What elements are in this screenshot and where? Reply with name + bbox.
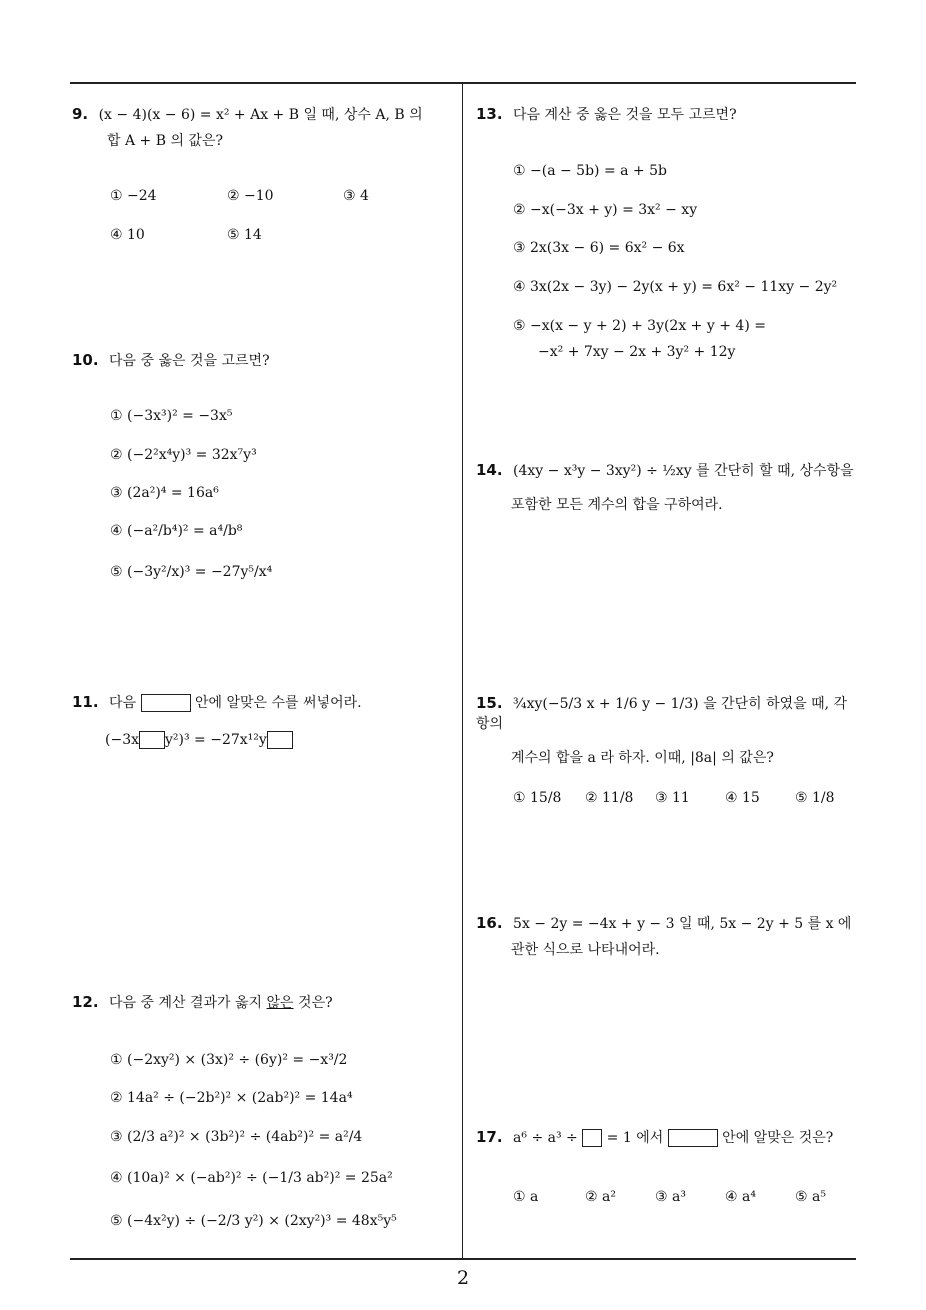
blank-box[interactable] xyxy=(267,731,293,749)
option-5[interactable]: ⑤ (−4x²y) ÷ (−2/3 y²) × (2xy²)³ = 48x⁵y⁵ xyxy=(110,1213,397,1229)
question-number: 16. xyxy=(476,914,503,932)
option-1[interactable]: ① a xyxy=(513,1189,539,1205)
option-4[interactable]: ④ 10 xyxy=(110,227,145,243)
question-stem-underlined: 않은 xyxy=(266,995,294,1011)
question-number: 10. xyxy=(72,351,99,369)
question-stem: ¾xy(−5/3 x + 1/6 y − 1/3) 을 간단히 하였을 때, 각 항의 xyxy=(476,696,848,732)
question-stem: (4xy − x³y − 3xy²) ÷ ½xy 를 간단히 할 때, 상수항을 xyxy=(513,463,854,479)
question-stem-b: 안에 알맞은 수를 써넣어라. xyxy=(195,695,362,711)
option-4[interactable]: ④ a⁴ xyxy=(725,1189,756,1205)
blank-box[interactable] xyxy=(139,731,165,749)
question-number: 12. xyxy=(72,993,99,1011)
question-stem-a: a⁶ ÷ a³ ÷ xyxy=(513,1130,578,1146)
expression xyxy=(105,731,293,749)
option-5-cont: −x² + 7xy − 2x + 3y² + 12y xyxy=(538,344,736,360)
option-4[interactable]: ④ 15 xyxy=(725,790,760,806)
option-5[interactable]: ⑤ 1/8 xyxy=(795,790,835,806)
question-17 xyxy=(476,1127,861,1148)
option-5[interactable]: ⑤ 14 xyxy=(227,227,262,243)
question-12 xyxy=(72,992,457,1013)
question-number: 11. xyxy=(72,693,99,711)
option-4[interactable]: ④ (10a)² × (−ab²)² ÷ (−1/3 ab²)² = 25a² xyxy=(110,1170,393,1186)
option-4[interactable]: ④ (−a²/b⁴)² = a⁴/b⁸ xyxy=(110,523,243,539)
question-number: 15. xyxy=(476,694,503,712)
blank-box[interactable] xyxy=(582,1129,602,1147)
question-stem-c: 안에 알맞은 것은? xyxy=(722,1130,834,1146)
option-5[interactable]: ⑤ a⁵ xyxy=(795,1189,826,1205)
option-1[interactable]: ① 15/8 xyxy=(513,790,562,806)
question-10 xyxy=(72,350,457,371)
option-3[interactable]: ③ 2x(3x − 6) = 6x² − 6x xyxy=(513,240,685,256)
question-stem-cont: 포함한 모든 계수의 합을 구하여라. xyxy=(511,497,723,513)
option-3[interactable]: ③ 4 xyxy=(343,188,369,204)
option-3[interactable]: ③ (2a²)⁴ = 16a⁶ xyxy=(110,485,219,501)
option-1[interactable]: ① (−2xy²) × (3x)² ÷ (6y)² = −x³/2 xyxy=(110,1052,348,1068)
question-stem: (x − 4)(x − 6) = x² + Ax + B 일 때, 상수 A, B 의 xyxy=(98,107,423,123)
option-3[interactable]: ③ a³ xyxy=(655,1189,686,1205)
expression-a: (−3x xyxy=(105,732,139,748)
answer-box xyxy=(141,694,191,712)
question-stem-cont: 합 A + B 의 값은? xyxy=(107,133,223,149)
question-16 xyxy=(476,913,861,960)
option-1[interactable]: ① (−3x³)² = −3x⁵ xyxy=(110,408,233,424)
question-11 xyxy=(72,692,457,713)
option-2[interactable]: ② −10 xyxy=(227,188,274,204)
option-2[interactable]: ② −x(−3x + y) = 3x² − xy xyxy=(513,202,698,218)
option-4[interactable]: ④ 3x(2x − 3y) − 2y(x + y) = 6x² − 11xy − 2y² xyxy=(513,279,838,295)
question-number: 13. xyxy=(476,105,503,123)
question-stem: 5x − 2y = −4x + y − 3 일 때, 5x − 2y + 5 를 x 에 xyxy=(513,916,852,932)
question-15 xyxy=(476,693,861,768)
question-stem-b: = 1 에서 xyxy=(606,1130,664,1146)
question-stem-b: 것은? xyxy=(298,995,333,1011)
column-divider xyxy=(462,83,463,1259)
page-number: 2 xyxy=(456,1267,470,1289)
top-rule xyxy=(70,82,856,84)
option-3[interactable]: ③ (2/3 a²)² × (3b²)² ÷ (4ab²)² = a²/4 xyxy=(110,1129,363,1145)
answer-box xyxy=(668,1129,718,1147)
question-14 xyxy=(476,460,861,515)
bottom-rule xyxy=(70,1258,856,1260)
option-1[interactable]: ① −(a − 5b) = a + 5b xyxy=(513,163,667,179)
question-13 xyxy=(476,104,861,125)
option-5[interactable]: ⑤ −x(x − y + 2) + 3y(2x + y + 4) = xyxy=(513,318,766,334)
question-stem: 다음 계산 중 옳은 것을 모두 고르면? xyxy=(513,107,737,123)
question-number: 9. xyxy=(72,105,89,123)
option-5[interactable]: ⑤ (−3y²/x)³ = −27y⁵/x⁴ xyxy=(110,564,273,580)
option-2[interactable]: ② (−2²x⁴y)³ = 32x⁷y³ xyxy=(110,447,257,463)
option-1[interactable]: ① −24 xyxy=(110,188,157,204)
question-number: 14. xyxy=(476,461,503,479)
question-stem-a: 다음 xyxy=(109,695,137,711)
question-stem-cont: 관한 식으로 나타내어라. xyxy=(511,942,660,958)
option-2[interactable]: ② a² xyxy=(585,1189,616,1205)
option-3[interactable]: ③ 11 xyxy=(655,790,690,806)
question-stem: 다음 중 옳은 것을 고르면? xyxy=(109,353,270,369)
question-stem-a: 다음 중 계산 결과가 옳지 xyxy=(109,995,263,1011)
question-number: 17. xyxy=(476,1128,503,1146)
expression-b: y²)³ = −27x¹²y xyxy=(165,732,267,748)
option-2[interactable]: ② 11/8 xyxy=(585,790,634,806)
option-2[interactable]: ② 14a² ÷ (−2b²)² × (2ab²)² = 14a⁴ xyxy=(110,1090,353,1106)
question-stem-cont: 계수의 합을 a 라 하자. 이때, |8a| 의 값은? xyxy=(511,750,774,766)
question-9 xyxy=(72,104,457,151)
